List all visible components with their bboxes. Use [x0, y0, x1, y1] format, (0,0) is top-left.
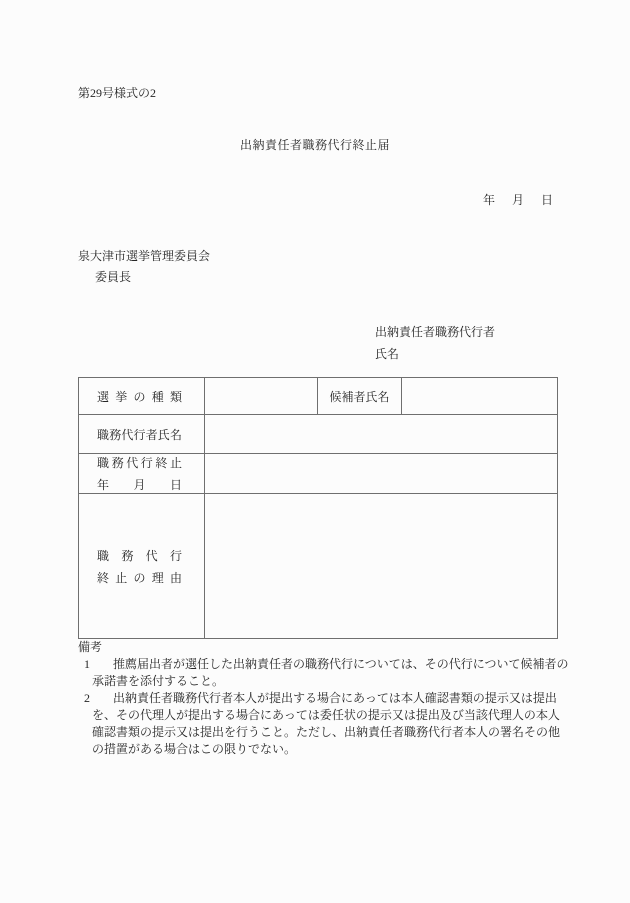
- election-type-label-cell: [79, 378, 205, 415]
- addressee-block: [78, 246, 210, 288]
- remark-item-2: [78, 690, 574, 758]
- termination-date-label-line2: 年 月 日: [97, 478, 182, 492]
- remarks-section: [78, 639, 574, 758]
- field-election-type-value[interactable]: [205, 378, 318, 415]
- remark-2-line: 確認書類の提示又は提出を行うこと。ただし、出納責任者職務代行者本人の署名その他: [92, 725, 561, 739]
- election-type-label: 選 挙 の 種 類: [97, 389, 182, 404]
- field-termination-reason-value[interactable]: [205, 494, 558, 639]
- page-title: 出納責任者職務代行終止届: [239, 138, 390, 152]
- termination-reason-label-cell: [79, 494, 205, 639]
- form-number: 第29号様式の2: [78, 86, 157, 100]
- termination-date-label-cell: [79, 454, 205, 494]
- date-year-label: 年: [482, 193, 495, 207]
- candidate-name-label: 候補者氏名: [318, 378, 402, 415]
- submitter-role-label: 出納責任者職務代行者: [375, 325, 496, 339]
- addressee-committee: 泉大津市選挙管理委員会: [78, 249, 211, 263]
- addressee-chairperson: 委員長: [95, 270, 132, 284]
- date-month-label: 月: [511, 193, 524, 207]
- submitter-name-label: 氏名: [375, 347, 400, 361]
- remarks-heading: 備考: [78, 640, 103, 654]
- deputy-name-label: 職 務 代 行 者 氏 名: [97, 427, 182, 442]
- remark-1-line: 承諾書を添付すること。: [92, 674, 225, 688]
- remark-1-number: 1: [84, 657, 90, 671]
- submitter-block: [375, 321, 495, 365]
- date-day-label: 日: [540, 193, 553, 207]
- remark-2-line: の措置がある場合はこの限りでない。: [92, 742, 297, 756]
- remark-2-line: 出納責任者職務代行者本人が提出する場合にあっては本人確認書類の提示又は提出: [113, 691, 557, 705]
- table-row-termination-date: [79, 454, 558, 494]
- remark-2-line: を、その代理人が提出する場合にあっては委任状の提示又は提出及び当該代理人の本人: [92, 708, 560, 722]
- termination-reason-label-line1: 職 務 代 行: [97, 548, 182, 563]
- table-row-termination-reason: [79, 494, 558, 639]
- date-line: [483, 191, 553, 208]
- form-table: [78, 377, 558, 639]
- remark-item-1: [78, 656, 574, 690]
- remark-2-number: 2: [84, 691, 90, 705]
- field-deputy-name-value[interactable]: [205, 415, 558, 454]
- field-candidate-name-value[interactable]: [402, 378, 558, 415]
- field-termination-date-value[interactable]: [205, 454, 558, 494]
- table-row-deputy-name: [79, 415, 558, 454]
- deputy-name-label-cell: [79, 415, 205, 454]
- termination-reason-label-line2: 終 止 の 理 由: [97, 570, 182, 585]
- table-row-election-type: [79, 378, 558, 415]
- termination-date-label-line1: 職 務 代 行 終 止: [97, 456, 182, 470]
- remark-1-line: 推薦届出者が選任した出納責任者の職務代行については、その代行について候補者の: [113, 657, 569, 671]
